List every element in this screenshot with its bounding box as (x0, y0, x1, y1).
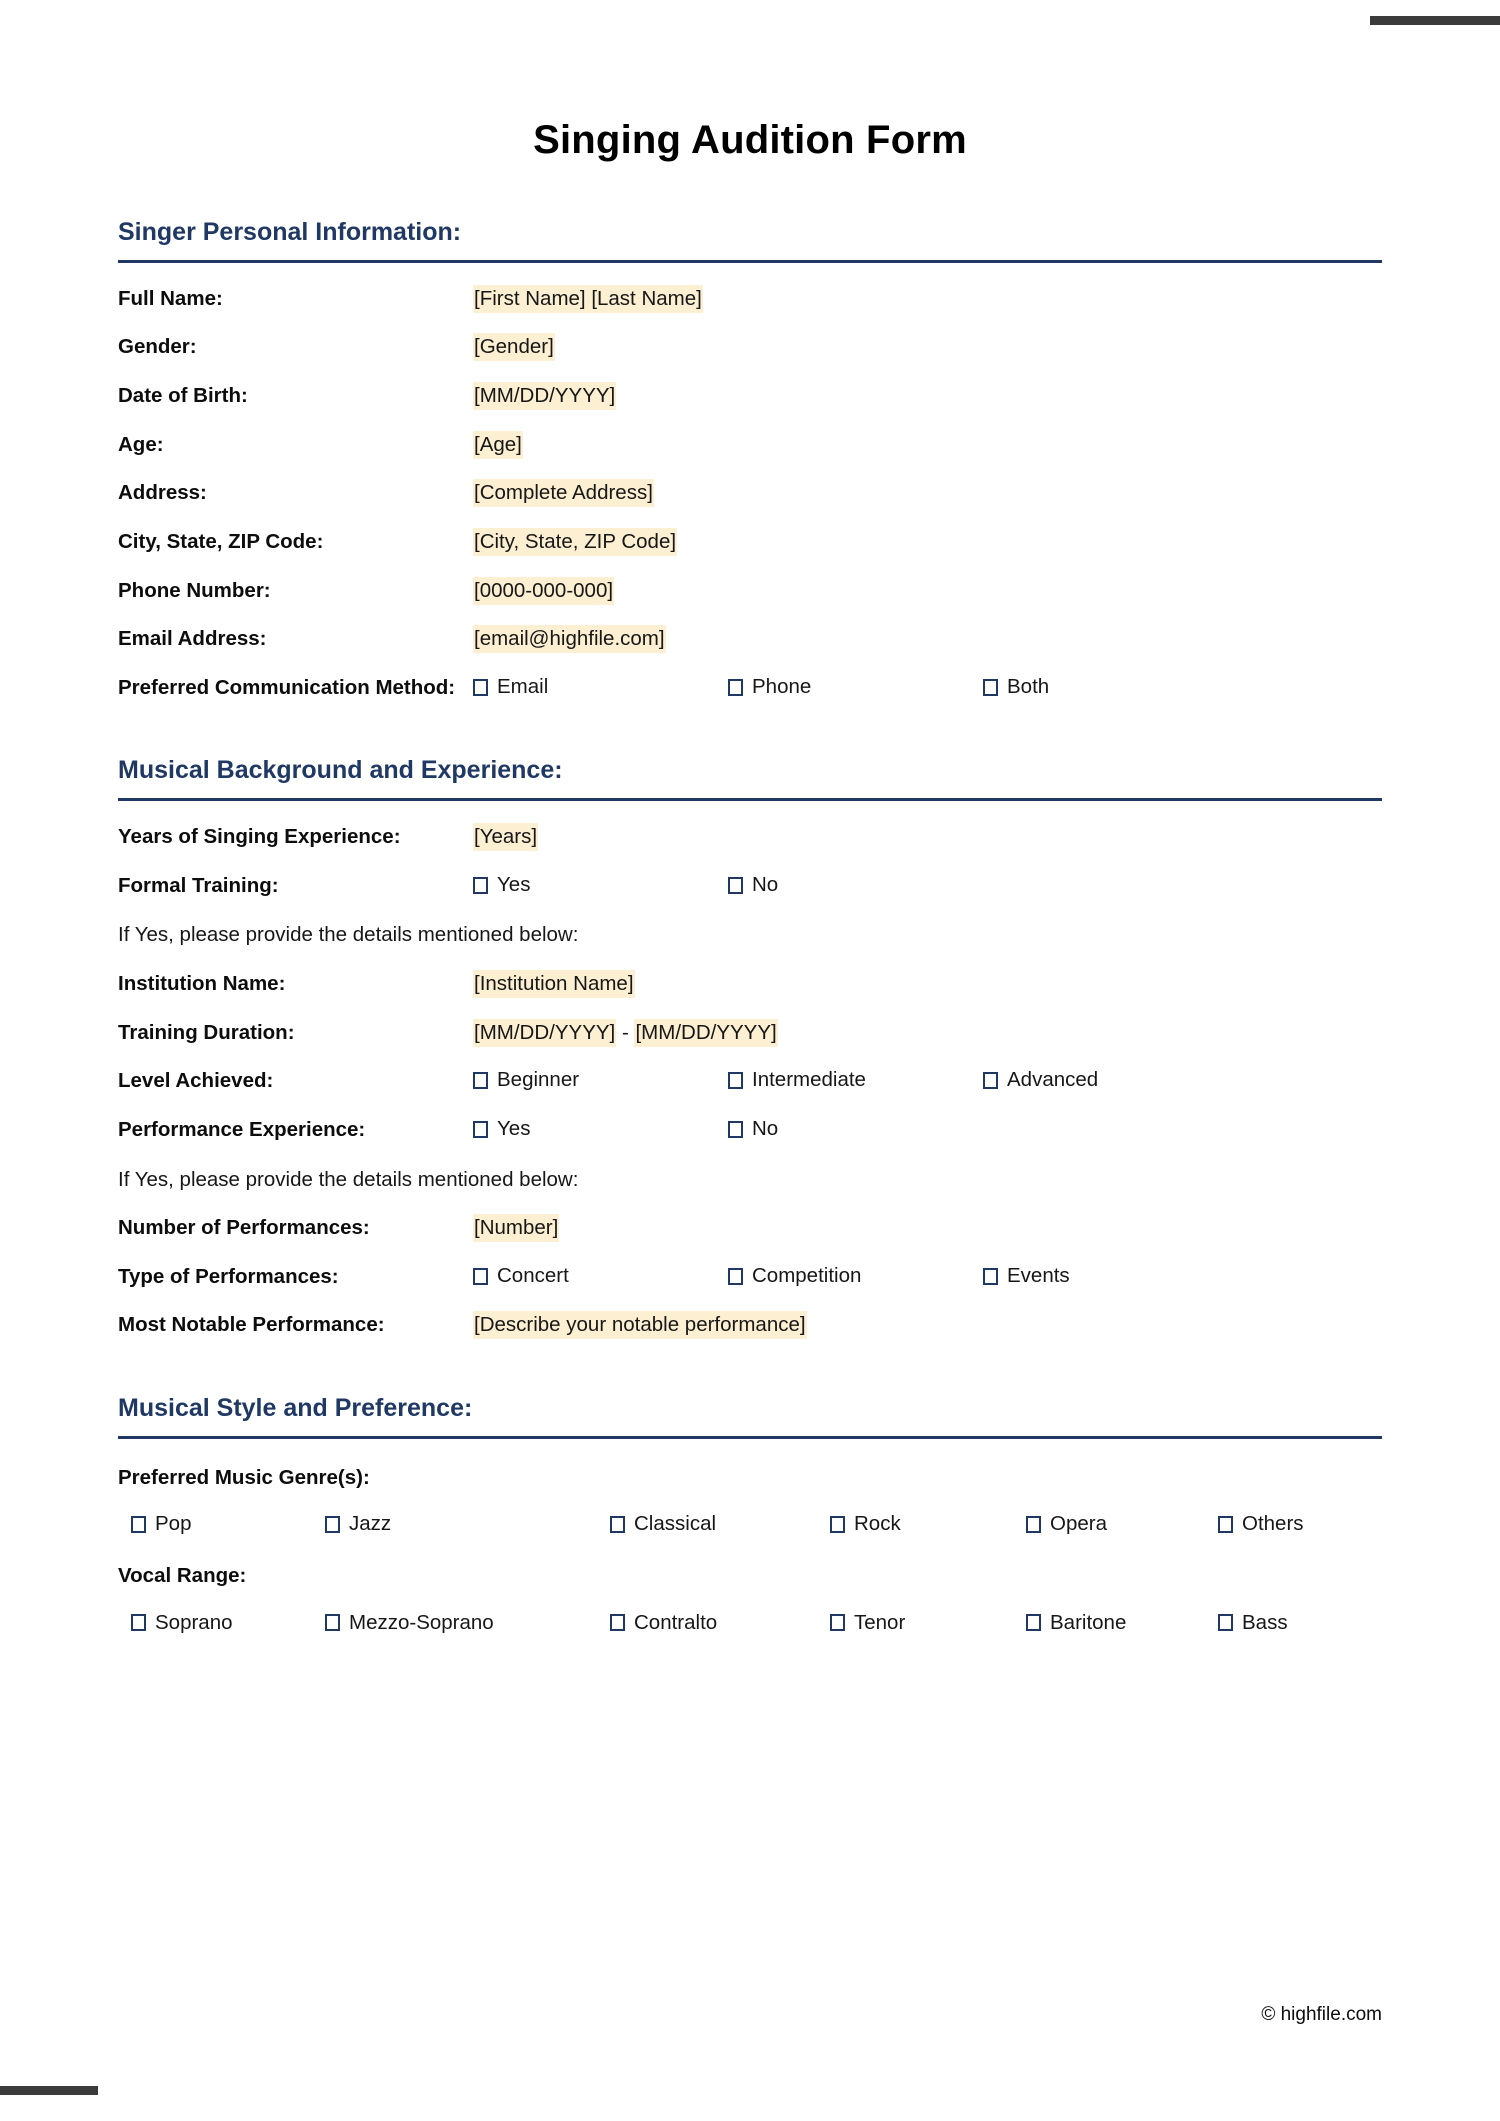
field-row-performance-experience (118, 1094, 1382, 1143)
field-row-training-duration (118, 997, 1382, 1046)
checkbox-box-icon[interactable] (1026, 1516, 1041, 1533)
field-value[interactable] (473, 334, 1382, 360)
field-row-address (118, 457, 1382, 506)
note-performance-details: If Yes, please provide the details mentioned below: (118, 1167, 579, 1191)
checkbox-option-level-intermediate[interactable] (728, 1068, 983, 1093)
checkbox-option-email[interactable] (473, 675, 728, 700)
checkbox-box-icon[interactable] (131, 1614, 146, 1631)
checkbox-group-communication-method (473, 675, 1382, 700)
field-value[interactable] (473, 1215, 1382, 1241)
field-row-full-name (118, 263, 1382, 312)
field-value-text: [Institution Name] (473, 970, 635, 998)
field-label: Phone Number: (118, 578, 271, 602)
field-row-city-state-zip (118, 506, 1382, 555)
checkbox-box-icon[interactable] (1218, 1516, 1233, 1533)
checkbox-box-icon[interactable] (473, 1121, 488, 1138)
field-label: Formal Training: (118, 873, 279, 897)
checkbox-option-level-beginner[interactable] (473, 1068, 728, 1093)
checkbox-option-genre-rock[interactable] (830, 1512, 1026, 1537)
checkbox-label: Yes (497, 1116, 531, 1140)
checkbox-label: Mezzo-Soprano (349, 1610, 494, 1634)
field-value-text: [Age] (473, 431, 523, 459)
field-value-text: [Years] (473, 823, 538, 851)
field-label: Gender: (118, 335, 197, 359)
field-row-years-of-singing-experience (118, 801, 1382, 850)
checkbox-option-vocal-contralto[interactable] (610, 1611, 830, 1636)
field-value-text-start: [MM/DD/YYYY] (473, 1019, 616, 1047)
field-row-most-notable-performance (118, 1289, 1382, 1338)
checkbox-label: Concert (497, 1263, 569, 1287)
checkbox-box-icon[interactable] (983, 1072, 998, 1089)
field-row-number-of-performances (118, 1192, 1382, 1241)
field-label: Number of Performances: (118, 1216, 370, 1240)
field-value-text: [MM/DD/YYYY] (473, 382, 616, 410)
checkbox-option-type-events[interactable] (983, 1264, 1070, 1289)
checkbox-label: Classical (634, 1512, 717, 1536)
checkbox-label: Contralto (634, 1610, 718, 1634)
section-heading: Singer Personal Information: (118, 218, 462, 246)
field-row-email-address (118, 603, 1382, 652)
field-label: Level Achieved: (118, 1069, 274, 1093)
checkbox-label: No (752, 872, 779, 896)
checkbox-option-performance-experience-no[interactable] (728, 1117, 983, 1142)
checkbox-label: Yes (497, 872, 531, 896)
field-row-preferred-communication-method (118, 652, 1382, 701)
checkbox-label: Events (1007, 1263, 1070, 1287)
field-value-text: [First Name] [Last Name] (473, 285, 703, 313)
field-label: Performance Experience: (118, 1117, 366, 1141)
checkbox-box-icon[interactable] (983, 679, 998, 696)
checkbox-group-performance-experience (473, 1117, 1382, 1142)
field-label: Age: (118, 432, 164, 456)
field-row-age (118, 409, 1382, 458)
checkbox-box-icon[interactable] (830, 1614, 845, 1631)
checkbox-group-level-achieved (473, 1068, 1382, 1093)
field-label-vocal-range: Vocal Range: (118, 1563, 247, 1587)
field-value[interactable] (473, 824, 1382, 850)
checkbox-option-vocal-tenor[interactable] (830, 1611, 1026, 1636)
checkbox-label: Beginner (497, 1068, 580, 1092)
field-label: Date of Birth: (118, 384, 248, 407)
field-value[interactable] (473, 971, 1382, 997)
checkbox-option-phone[interactable] (728, 675, 983, 700)
checkbox-option-vocal-soprano[interactable] (131, 1611, 325, 1636)
field-row-date-of-birth (118, 360, 1382, 409)
field-value-text: [Gender] (473, 333, 555, 361)
field-row-gender (118, 311, 1382, 360)
checkbox-box-icon[interactable] (728, 877, 743, 894)
checkbox-option-genre-opera[interactable] (1026, 1512, 1218, 1537)
field-label-preferred-music-genres: Preferred Music Genre(s): (118, 1465, 370, 1489)
field-value[interactable] (473, 529, 1382, 555)
checkbox-option-genre-others[interactable] (1218, 1512, 1304, 1537)
field-label: City, State, ZIP Code: (118, 529, 324, 553)
checkbox-option-vocal-bass[interactable] (1218, 1611, 1288, 1636)
checkbox-box-icon[interactable] (325, 1516, 340, 1533)
checkbox-label: Bass (1242, 1610, 1288, 1634)
checkbox-label: Both (1007, 674, 1050, 698)
checkbox-option-vocal-baritone[interactable] (1026, 1611, 1218, 1636)
checkbox-option-level-advanced[interactable] (983, 1068, 1098, 1093)
section-musical-background-and-experience (118, 756, 1382, 1338)
checkbox-box-icon[interactable] (1218, 1614, 1233, 1631)
checkbox-box-icon[interactable] (728, 1121, 743, 1138)
field-value-text-end: [MM/DD/YYYY] (634, 1019, 777, 1047)
note-formal-training-details: If Yes, please provide the details mentioned below: (118, 923, 579, 947)
checkbox-box-icon[interactable] (728, 1072, 743, 1089)
field-row-phone-number (118, 555, 1382, 604)
checkbox-label: Email (497, 674, 549, 698)
checkbox-label: Advanced (1007, 1068, 1099, 1092)
field-value-text: [Describe your notable performance] (473, 1311, 807, 1339)
checkbox-option-formal-training-no[interactable] (728, 873, 983, 898)
checkbox-option-type-concert[interactable] (473, 1264, 728, 1289)
field-label: Years of Singing Experience: (118, 825, 401, 849)
field-value-text: [email@highfile.com] (473, 625, 666, 653)
section-singer-personal-information (118, 218, 1382, 700)
checkbox-label: Tenor (854, 1610, 906, 1634)
field-value[interactable] (473, 383, 1382, 409)
field-row-formal-training (118, 850, 1382, 899)
checkbox-box-icon[interactable] (610, 1614, 625, 1631)
checkbox-box-icon[interactable] (473, 877, 488, 894)
field-value-text: [0000-000-000] (473, 577, 614, 605)
checkbox-label: Intermediate (752, 1068, 866, 1092)
checkbox-box-icon[interactable] (728, 1268, 743, 1285)
checkbox-group-type-of-performances (473, 1264, 1382, 1289)
field-value[interactable] (473, 432, 1382, 458)
checkbox-label: Opera (1050, 1512, 1107, 1536)
checkbox-option-type-competition[interactable] (728, 1264, 983, 1289)
checkbox-box-icon[interactable] (728, 679, 743, 696)
checkbox-label: Rock (854, 1512, 901, 1536)
field-row-level-achieved (118, 1045, 1382, 1094)
section-musical-style-and-preference (118, 1394, 1382, 1635)
field-value-text: [Number] (473, 1214, 559, 1242)
field-label: Most Notable Performance: (118, 1313, 385, 1337)
checkbox-box-icon[interactable] (473, 1268, 488, 1285)
checkbox-box-icon[interactable] (131, 1516, 146, 1533)
checkbox-option-genre-classical[interactable] (610, 1512, 830, 1537)
field-value-text: [Complete Address] (473, 479, 654, 507)
field-value[interactable] (473, 1020, 1382, 1046)
checkbox-group-formal-training (473, 873, 1382, 898)
field-value-separator: - (616, 1020, 635, 1044)
field-label: Training Duration: (118, 1020, 295, 1044)
field-row-type-of-performances (118, 1241, 1382, 1290)
checkbox-box-icon[interactable] (325, 1614, 340, 1631)
checkbox-label: Phone (752, 674, 812, 698)
field-label: Preferred Communication Method: (118, 675, 456, 699)
field-value[interactable] (473, 578, 1382, 604)
checkbox-label: Baritone (1050, 1610, 1127, 1634)
field-label: Email Address: (118, 627, 267, 651)
checkbox-option-genre-jazz[interactable] (325, 1512, 610, 1537)
checkbox-box-icon[interactable] (1026, 1614, 1041, 1631)
checkbox-label: No (752, 1116, 779, 1140)
field-value[interactable] (473, 1312, 1382, 1338)
field-label: Type of Performances: (118, 1264, 339, 1288)
field-row-institution-name (118, 948, 1382, 997)
checkbox-group-preferred-music-genres (118, 1490, 1382, 1537)
checkbox-box-icon[interactable] (473, 1072, 488, 1089)
checkbox-option-genre-pop[interactable] (131, 1512, 325, 1537)
field-value-text: [City, State, ZIP Code] (473, 528, 677, 556)
checkbox-group-vocal-range (118, 1589, 1382, 1636)
checkbox-option-performance-experience-yes[interactable] (473, 1117, 728, 1142)
section-heading: Musical Style and Preference: (118, 1394, 473, 1422)
field-value[interactable] (473, 480, 1382, 506)
checkbox-option-both[interactable] (983, 675, 1049, 700)
field-label: Full Name: (118, 286, 223, 310)
checkbox-option-vocal-mezzo-soprano[interactable] (325, 1611, 610, 1636)
checkbox-box-icon[interactable] (473, 679, 488, 696)
checkbox-label: Pop (155, 1512, 192, 1536)
checkbox-label: Jazz (349, 1512, 392, 1536)
checkbox-label: Others (1242, 1512, 1304, 1536)
checkbox-box-icon[interactable] (983, 1268, 998, 1285)
checkbox-option-formal-training-yes[interactable] (473, 873, 728, 898)
page-title: Singing Audition Form (533, 118, 967, 162)
field-label: Institution Name: (118, 972, 286, 995)
checkbox-box-icon[interactable] (830, 1516, 845, 1533)
section-heading: Musical Background and Experience: (118, 756, 563, 785)
checkbox-label: Competition (752, 1263, 862, 1287)
field-value[interactable] (473, 626, 1382, 652)
field-value[interactable] (473, 286, 1382, 312)
checkbox-label: Soprano (155, 1610, 233, 1634)
footer-copyright: © highfile.com (1261, 2004, 1382, 2025)
checkbox-box-icon[interactable] (610, 1516, 625, 1533)
field-label: Address: (118, 481, 207, 505)
